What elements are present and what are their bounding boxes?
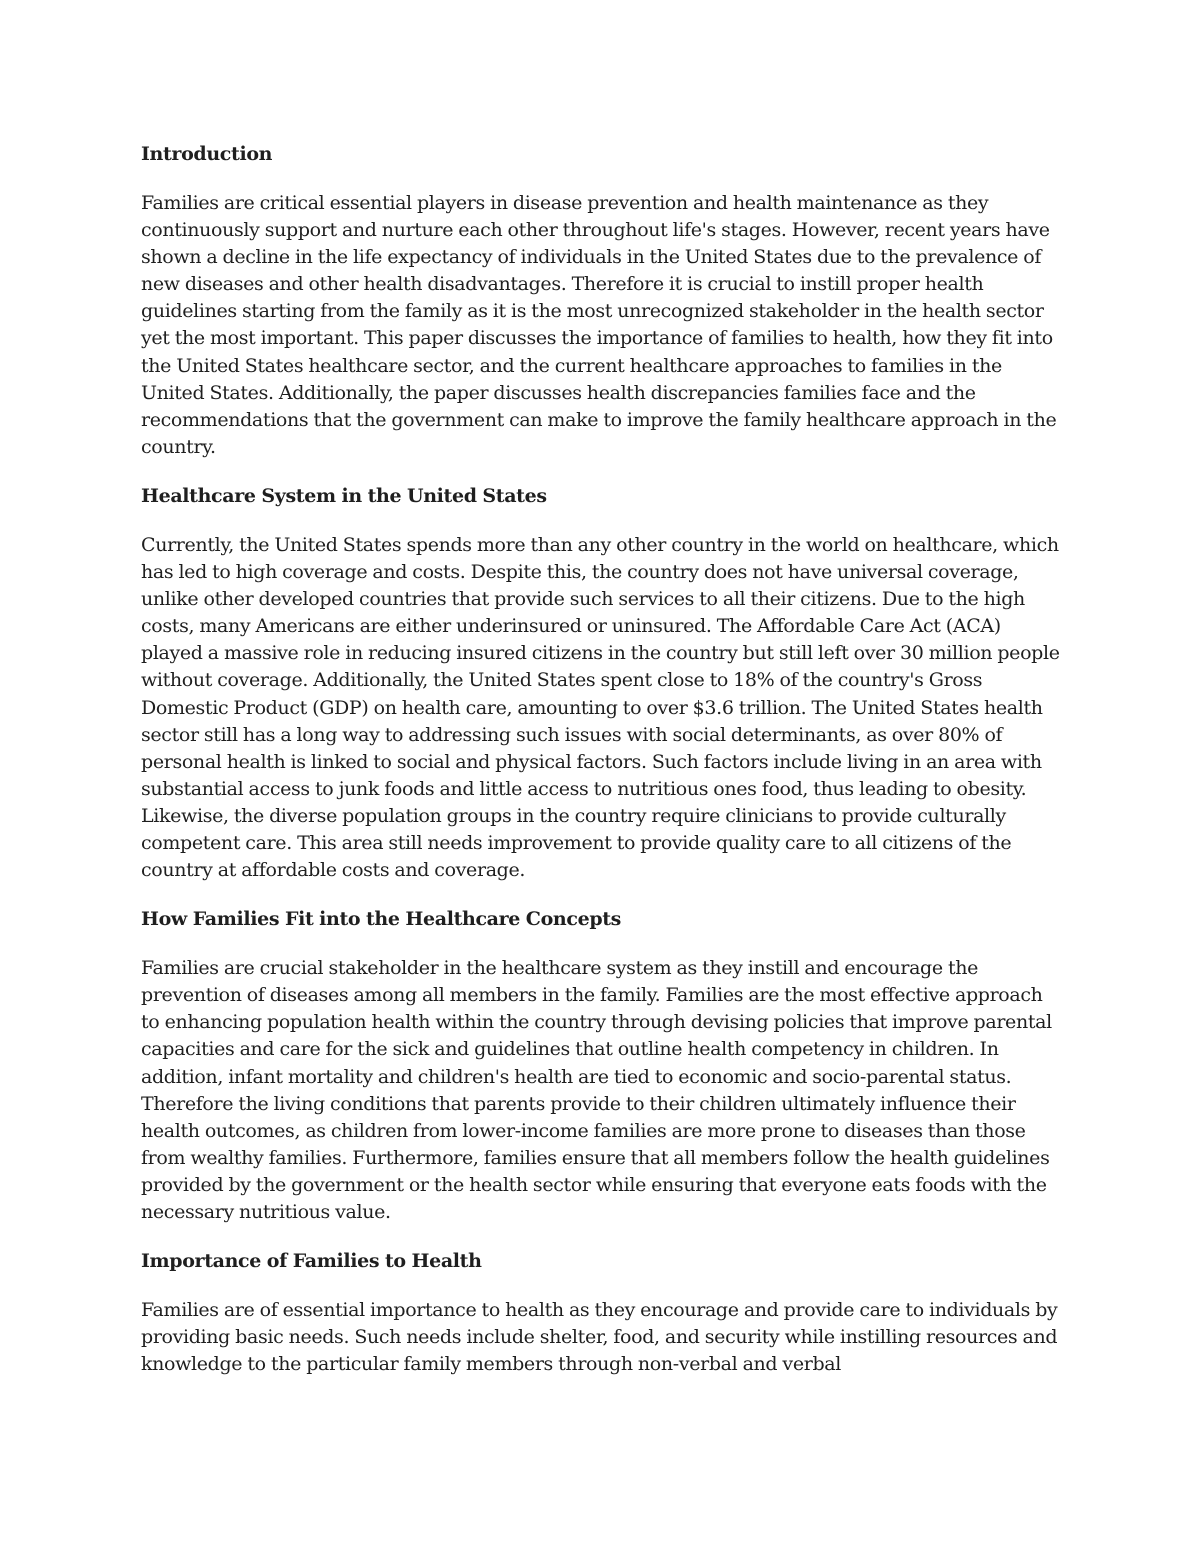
section-paragraph: Families are critical essential players in disease prevention and health maintenance as they continuously support and nurture each other throughout life's stages. However, recent years have shown a decline in the life expectancy of individuals in the United States due to the prevalence of new diseases and other health disadvantages. Therefore it is crucial to instill proper health guidelines starting from the family as it is the most unrecognized stakeholder in the health sector yet the most important. This paper discusses the importance of families to health, how they fit into the United States healthcare sector, and the current healthcare approaches to families in the United States. Additionally, the paper discusses health discrepancies families face and the recommendations that the government can make to improve the family healthcare approach in the country. bbox=[141, 192, 1057, 458]
document-body bbox=[141, 141, 1061, 1400]
section-paragraph: Currently, the United States spends more than any other country in the world on healthcare, which has led to high coverage and costs. Despite this, the country does not have universal coverage, unlike other developed countries that provide such services to all their citizens. Due to the high costs, many Americans are either underinsured or uninsured. The Affordable Care Act (ACA) played a massive role in reducing insured citizens in the country but still left over 30 million people without coverage. Additionally, the United States spent close to 18% of the country's Gross Domestic Product (GDP) on health care, amounting to over $3.6 trillion. The United States health sector still has a long way to addressing such issues with social determinants, as over 80% of personal health is linked to social and physical factors. Such factors include living in an area with substantial access to junk foods and little access to nutritious ones food, thus leading to obesity. Likewise, the diverse population groups in the country require clinicians to provide culturally competent care. This area still needs improvement to provide quality care to all citizens of the country at affordable costs and coverage. bbox=[141, 533, 1060, 882]
section-importance-families bbox=[141, 1248, 1061, 1378]
section-heading: Importance of Families to Health bbox=[141, 1250, 482, 1273]
section-heading: How Families Fit into the Healthcare Concepts bbox=[141, 908, 622, 931]
section-healthcare-system bbox=[141, 483, 1061, 884]
section-introduction bbox=[141, 141, 1061, 461]
section-heading: Introduction bbox=[141, 143, 273, 165]
section-paragraph: Families are of essential importance to health as they encourage and provide care to individuals by providing basic needs. Such needs include shelter, food, and security while instilling resources and knowledge to the particular family members through non-verbal and verbal bbox=[141, 1299, 1058, 1376]
section-paragraph: Families are crucial stakeholder in the healthcare system as they instill and encourage the prevention of diseases among all members in the family. Families are the most effective approach to enhancing population health within the country through devising policies that improve parental capacities and care for the sick and guidelines that outline health competency in children. In addition, infant mortality and children's health are tied to economic and socio-parental status. Therefore the living conditions that parents provide to their children ultimately influence their health outcomes, as children from lower-income families are more prone to diseases than those from wealthy families. Furthermore, families ensure that all members follow the health guidelines provided by the government or the health sector while ensuring that everyone eats foods with the necessary nutritious value. bbox=[141, 957, 1052, 1223]
section-heading: Healthcare System in the United States bbox=[141, 484, 547, 507]
section-families-fit bbox=[141, 906, 1061, 1226]
